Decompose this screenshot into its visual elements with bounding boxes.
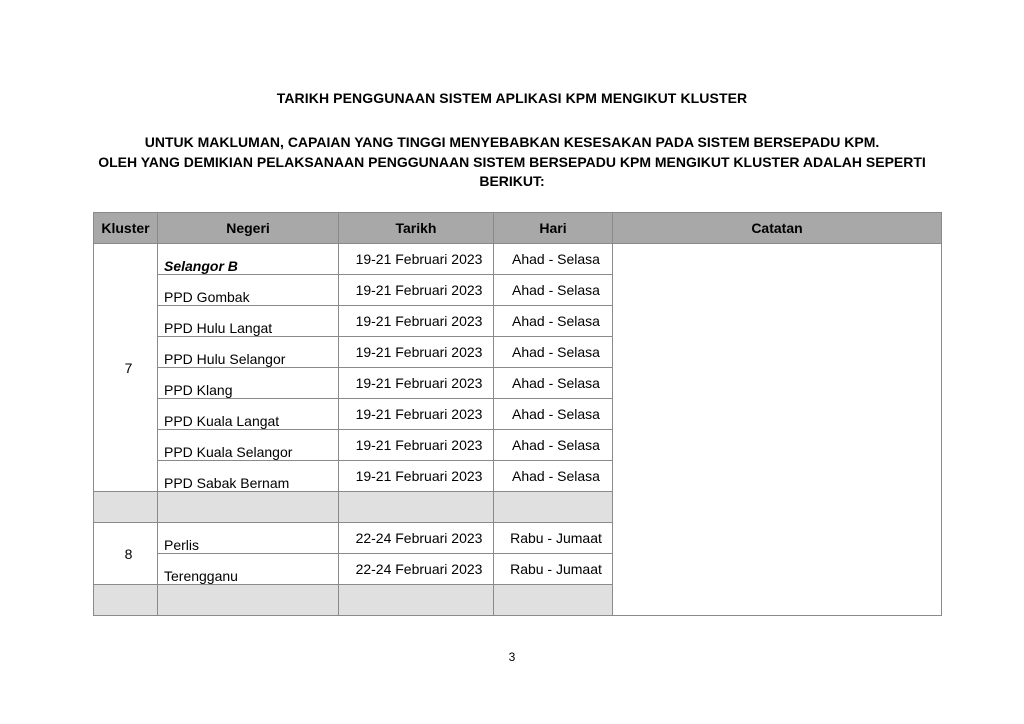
tarikh-cell: 22-24 Februari 2023 xyxy=(339,523,494,554)
header-kluster: Kluster xyxy=(94,213,158,244)
negeri-cell: Selangor B xyxy=(158,244,339,275)
header-tarikh: Tarikh xyxy=(339,213,494,244)
negeri-cell: PPD Kuala Selangor xyxy=(158,430,339,461)
hari-cell: Ahad - Selasa xyxy=(494,275,613,306)
separator-cell xyxy=(94,585,158,616)
header-hari: Hari xyxy=(494,213,613,244)
separator-cell xyxy=(339,585,494,616)
hari-cell: Ahad - Selasa xyxy=(494,368,613,399)
tarikh-cell: 22-24 Februari 2023 xyxy=(339,554,494,585)
hari-cell: Ahad - Selasa xyxy=(494,461,613,492)
negeri-cell: PPD Kuala Langat xyxy=(158,399,339,430)
page-number: 3 xyxy=(508,650,516,664)
negeri-cell: PPD Hulu Selangor xyxy=(158,337,339,368)
header-negeri: Negeri xyxy=(158,213,339,244)
table-row xyxy=(94,244,942,275)
hari-cell: Ahad - Selasa xyxy=(494,399,613,430)
hari-cell: Ahad - Selasa xyxy=(494,337,613,368)
hari-cell: Ahad - Selasa xyxy=(494,244,613,275)
negeri-cell: PPD Sabak Bernam xyxy=(158,461,339,492)
tarikh-cell: 19-21 Februari 2023 xyxy=(339,461,494,492)
separator-cell xyxy=(494,585,613,616)
negeri-cell: Perlis xyxy=(158,523,339,554)
tarikh-cell: 19-21 Februari 2023 xyxy=(339,306,494,337)
separator-cell xyxy=(494,492,613,523)
catatan-cell xyxy=(613,244,942,616)
document-title: TARIKH PENGGUNAAN SISTEM APLIKASI KPM MENGIKUT KLUSTER xyxy=(276,90,748,106)
header-catatan: Catatan xyxy=(613,213,942,244)
notice-line-3: BERIKUT: xyxy=(479,173,545,189)
tarikh-cell: 19-21 Februari 2023 xyxy=(339,430,494,461)
separator-cell xyxy=(94,492,158,523)
hari-cell: Rabu - Jumaat xyxy=(494,523,613,554)
notice-line-1: UNTUK MAKLUMAN, CAPAIAN YANG TINGGI MENYEBABKAN KESESAKAN PADA SISTEM BERSEPADU KPM. xyxy=(144,134,880,150)
tarikh-cell: 19-21 Februari 2023 xyxy=(339,368,494,399)
separator-cell xyxy=(158,492,339,523)
cluster-schedule-table xyxy=(93,212,942,616)
negeri-cell: PPD Klang xyxy=(158,368,339,399)
hari-cell: Ahad - Selasa xyxy=(494,306,613,337)
negeri-cell: Terengganu xyxy=(158,554,339,585)
negeri-cell: PPD Gombak xyxy=(158,275,339,306)
kluster-number: 7 xyxy=(94,244,158,492)
notice-line-2: OLEH YANG DEMIKIAN PELAKSANAAN PENGGUNAAN SISTEM BERSEPADU KPM MENGIKUT KLUSTER ADALAH SEPERTI xyxy=(98,153,926,170)
kluster-number: 8 xyxy=(94,523,158,585)
tarikh-cell: 19-21 Februari 2023 xyxy=(339,244,494,275)
table-header-row xyxy=(94,213,942,244)
notice-text xyxy=(80,133,944,192)
tarikh-cell: 19-21 Februari 2023 xyxy=(339,337,494,368)
negeri-cell: PPD Hulu Langat xyxy=(158,306,339,337)
separator-cell xyxy=(339,492,494,523)
hari-cell: Rabu - Jumaat xyxy=(494,554,613,585)
hari-cell: Ahad - Selasa xyxy=(494,430,613,461)
separator-cell xyxy=(158,585,339,616)
tarikh-cell: 19-21 Februari 2023 xyxy=(339,399,494,430)
tarikh-cell: 19-21 Februari 2023 xyxy=(339,275,494,306)
